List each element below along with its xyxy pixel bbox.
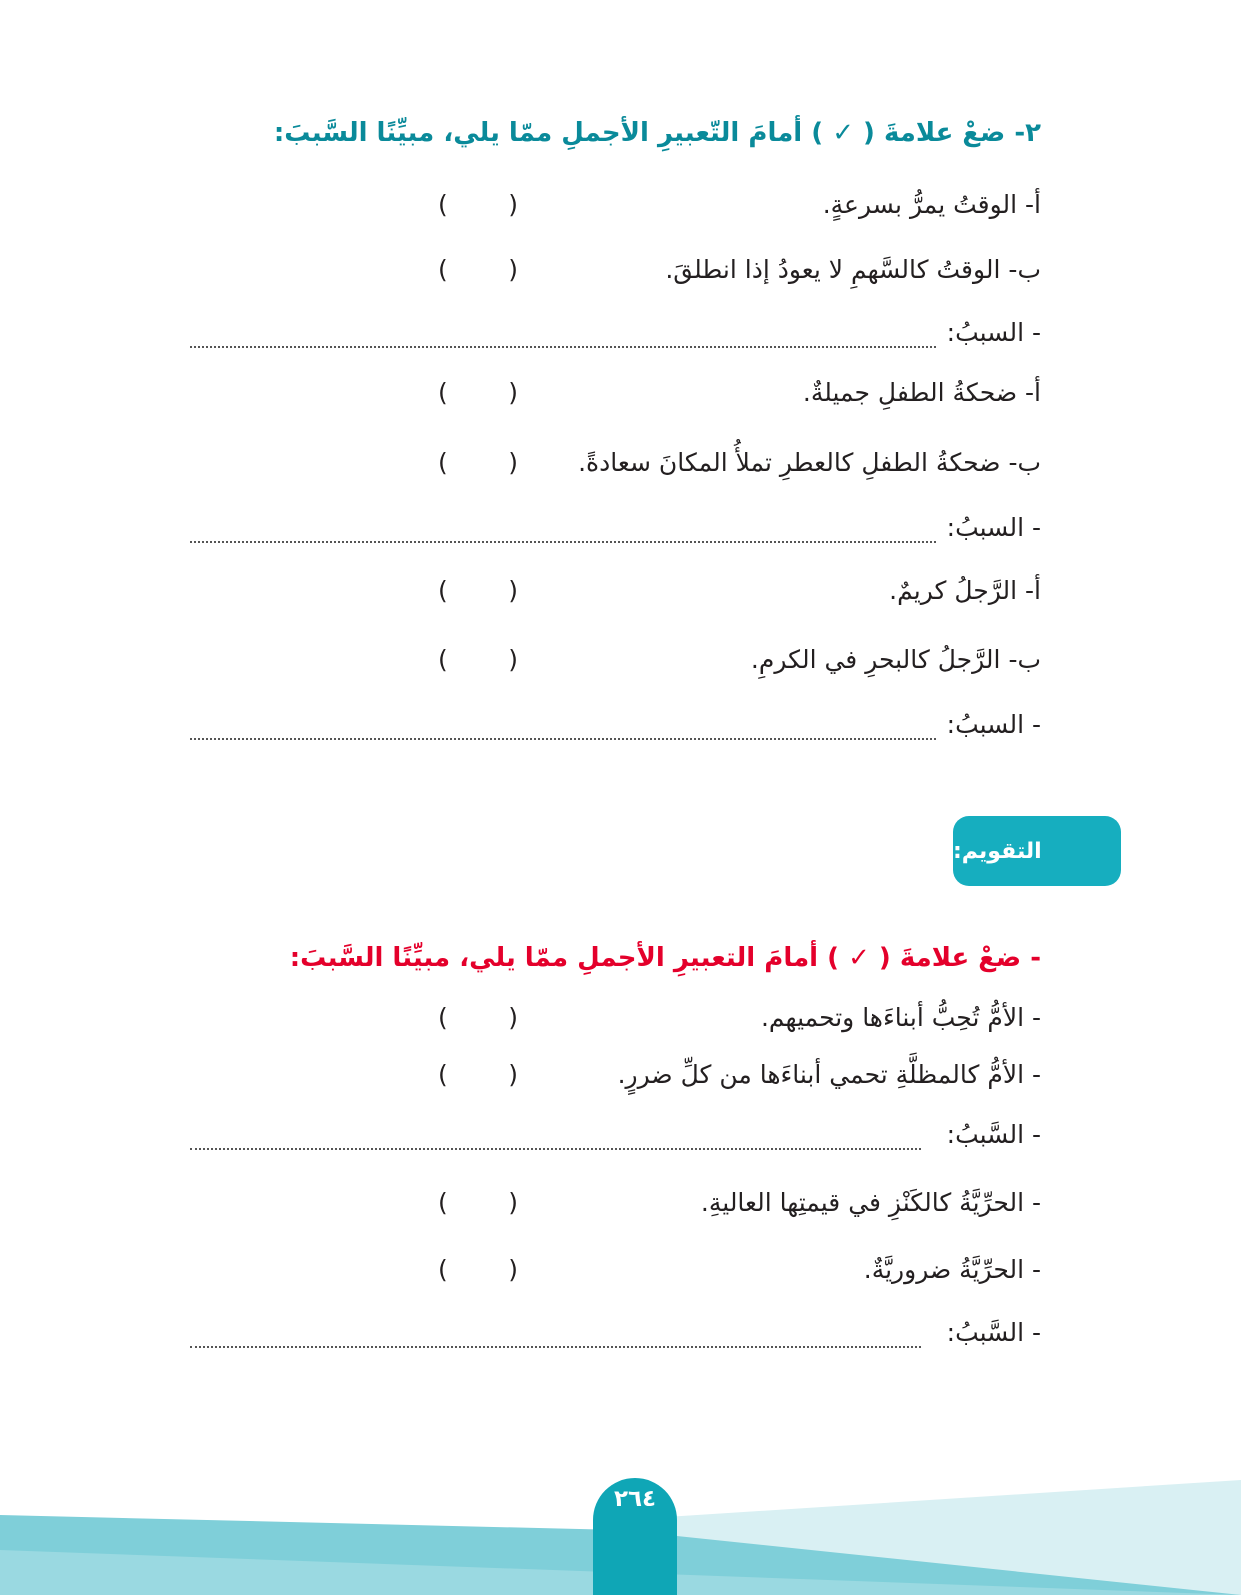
reason-answer-line[interactable] bbox=[190, 541, 936, 543]
answer-box[interactable]: ( ) bbox=[438, 645, 518, 674]
option-row bbox=[190, 1188, 1041, 1228]
reason-row bbox=[190, 1318, 1041, 1358]
option-row bbox=[190, 448, 1041, 488]
option-text: أ- الرَّجلُ كريمٌ. bbox=[889, 576, 1041, 605]
reason-answer-line[interactable] bbox=[190, 1346, 921, 1348]
option-row bbox=[190, 645, 1041, 685]
reason-answer-line[interactable] bbox=[190, 346, 936, 348]
answer-box[interactable]: ( ) bbox=[438, 1255, 518, 1284]
option-row bbox=[190, 255, 1041, 295]
option-text: أ- الوقتُ يمرُّ بسرعةٍ. bbox=[822, 190, 1041, 219]
section1-heading: ٢- ضعْ علامةَ ( ✓ ) أمامَ التّعبيرِ الأجملِ ممّا يلي، مبيِّنًا السَّببَ: bbox=[273, 118, 1041, 148]
option-row bbox=[190, 190, 1041, 230]
option-text: - الأمُّ تُحِبُّ أبناءَها وتحميهم. bbox=[760, 1003, 1041, 1032]
option-text: ب- ضحكةُ الطفلِ كالعطرِ تملأُ المكانَ سعادةً. bbox=[578, 448, 1041, 477]
option-text: - الحرِّيَّةُ كالكَنْزِ في قيمتِها العاليةِ. bbox=[700, 1188, 1041, 1217]
page-number: ٢٦٤ bbox=[593, 1478, 677, 1595]
reason-row bbox=[190, 318, 1041, 358]
reason-row bbox=[190, 710, 1041, 750]
answer-box[interactable]: ( ) bbox=[438, 255, 518, 284]
evaluation-heading: - ضعْ علامةَ ( ✓ ) أمامَ التعبيرِ الأجملِ ممّا يلي، مبيِّنًا السَّببَ: bbox=[289, 943, 1041, 973]
answer-box[interactable]: ( ) bbox=[438, 576, 518, 605]
answer-box[interactable]: ( ) bbox=[438, 1188, 518, 1217]
evaluation-badge: التقويم: bbox=[953, 816, 1121, 886]
option-text: - الحرِّيَّةُ ضروريَّةٌ. bbox=[863, 1255, 1041, 1284]
option-row bbox=[190, 378, 1041, 418]
reason-answer-line[interactable] bbox=[190, 738, 936, 740]
option-row bbox=[190, 1003, 1041, 1043]
reason-label: - السببُ: bbox=[946, 710, 1041, 739]
reason-label: - السَّببُ: bbox=[946, 1318, 1041, 1347]
answer-box[interactable]: ( ) bbox=[438, 378, 518, 407]
reason-label: - السببُ: bbox=[946, 513, 1041, 542]
answer-box[interactable]: ( ) bbox=[438, 190, 518, 219]
option-text: ب- الرَّجلُ كالبحرِ في الكرمِ. bbox=[750, 645, 1041, 674]
option-row bbox=[190, 1060, 1041, 1100]
answer-box[interactable]: ( ) bbox=[438, 1003, 518, 1032]
reason-row bbox=[190, 513, 1041, 553]
answer-box[interactable]: ( ) bbox=[438, 448, 518, 477]
answer-box[interactable]: ( ) bbox=[438, 1060, 518, 1089]
option-row bbox=[190, 576, 1041, 616]
option-text: - الأمُّ كالمظلَّةِ تحمي أبناءَها من كلِّ ضررٍ. bbox=[617, 1060, 1041, 1089]
reason-row bbox=[190, 1120, 1041, 1160]
option-text: أ- ضحكةُ الطفلِ جميلةٌ. bbox=[802, 378, 1041, 407]
reason-answer-line[interactable] bbox=[190, 1148, 921, 1150]
reason-label: - السَّببُ: bbox=[946, 1120, 1041, 1149]
option-text: ب- الوقتُ كالسَّهمِ لا يعودُ إذا انطلقَ. bbox=[665, 255, 1041, 284]
option-row bbox=[190, 1255, 1041, 1295]
reason-label: - السببُ: bbox=[946, 318, 1041, 347]
